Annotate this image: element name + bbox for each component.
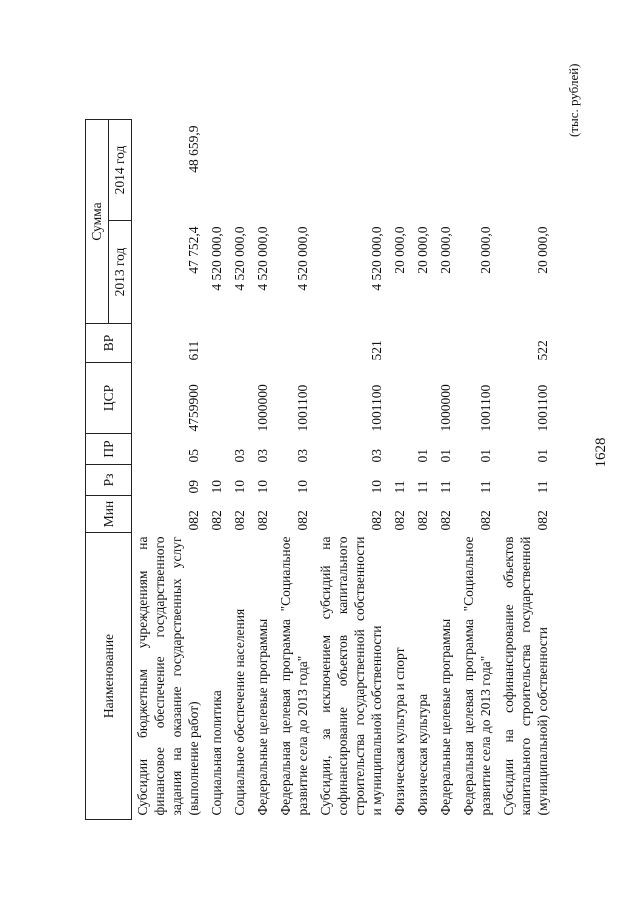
cell-min: 082 [295, 510, 310, 531]
cell-y2014 [315, 120, 389, 221]
cell-min: 082 [535, 510, 550, 531]
cell-name: Федеральная целевая программа "Социальное развитие села до 2013 года" [278, 536, 310, 816]
table-header [86, 120, 132, 820]
cell-y2014 [412, 120, 435, 221]
cell-csr: 1000000 [438, 384, 453, 432]
cell-y2014 [389, 120, 412, 221]
cell-y2013: 20 000,0 [438, 226, 453, 274]
cell-rz: 11 [478, 480, 493, 494]
cell-csr: 1001100 [295, 384, 310, 432]
header-2013: 2013 год [109, 221, 132, 324]
cell-rz: 10 [255, 480, 270, 494]
cell-rz: 11 [535, 480, 550, 494]
cell-pr: 01 [478, 449, 493, 463]
header-min: Мин [86, 496, 132, 533]
cell-y2014 [435, 120, 458, 221]
table-row [275, 120, 315, 820]
cell-pr: 05 [186, 449, 201, 463]
cell-csr: 1001100 [478, 384, 493, 432]
cell-pr: 01 [438, 449, 453, 463]
cell-csr [229, 363, 252, 434]
cell-vr: 611 [186, 340, 201, 361]
cell-y2013: 4 520 000,0 [369, 226, 384, 291]
cell-vr: 521 [369, 340, 384, 361]
cell-y2013: 20 000,0 [415, 226, 430, 274]
cell-csr: 1000000 [255, 384, 270, 432]
cell-vr [229, 324, 252, 363]
cell-y2013: 4 520 000,0 [232, 226, 247, 291]
cell-pr: 03 [369, 449, 384, 463]
cell-rz: 11 [392, 480, 407, 494]
cell-name: Федеральные целевые программы [255, 618, 270, 816]
cell-y2013: 4 520 000,0 [255, 226, 270, 291]
cell-rz: 10 [295, 480, 310, 494]
table-row [498, 120, 555, 820]
table-row [389, 120, 412, 820]
cell-y2014 [229, 120, 252, 221]
cell-rz: 10 [232, 480, 247, 494]
cell-csr [389, 363, 412, 434]
cell-rz: 09 [186, 480, 201, 494]
cell-vr [206, 324, 229, 363]
cell-pr: 01 [415, 449, 430, 463]
cell-rz: 11 [438, 480, 453, 494]
cell-vr [389, 324, 412, 363]
cell-vr [275, 324, 315, 363]
cell-min: 082 [369, 510, 384, 531]
cell-vr [458, 324, 498, 363]
cell-pr: 03 [295, 449, 310, 463]
cell-min: 082 [232, 510, 247, 531]
cell-csr [412, 363, 435, 434]
cell-y2013: 20 000,0 [478, 226, 493, 274]
header-2014: 2014 год [109, 120, 132, 221]
cell-y2014 [206, 120, 229, 221]
table-body [132, 120, 556, 820]
table-row [435, 120, 458, 820]
header-pr: ПР [86, 434, 132, 465]
cell-name: Социальное обеспечение населения [232, 608, 247, 816]
cell-name: Субсидии на софинансирование объектов капитального строительства государственной (муниципальной) собственности [501, 536, 550, 816]
cell-min: 082 [209, 510, 224, 531]
cell-min: 082 [438, 510, 453, 531]
cell-min: 082 [255, 510, 270, 531]
cell-name: Федеральные целевые программы [438, 618, 453, 816]
cell-y2014 [252, 120, 275, 221]
cell-vr [435, 324, 458, 363]
cell-csr: 4759900 [186, 384, 201, 432]
cell-pr: 03 [255, 449, 270, 463]
cell-y2014 [498, 120, 555, 221]
header-csr: ЦСР [86, 363, 132, 434]
cell-rz: 10 [209, 480, 224, 494]
table-row [458, 120, 498, 820]
header-vr: ВР [86, 324, 132, 363]
cell-vr [412, 324, 435, 363]
units-label: (тыс. рублей) [566, 63, 581, 137]
table-row [206, 120, 229, 820]
cell-y2013: 20 000,0 [535, 226, 550, 274]
header-rz: Рз [86, 465, 132, 496]
table-row [412, 120, 435, 820]
cell-y2014: 48 659,9 [186, 125, 201, 173]
cell-min: 082 [186, 510, 201, 531]
cell-rz: 11 [415, 480, 430, 494]
cell-csr: 1001100 [535, 384, 550, 432]
cell-name: Социальная политика [209, 690, 224, 816]
cell-min: 082 [415, 510, 430, 531]
cell-y2013: 20 000,0 [392, 226, 407, 274]
page-number: 1628 [593, 437, 609, 468]
header-sum: Сумма [86, 120, 109, 324]
cell-name: Федеральная целевая программа "Социальное развитие села до 2013 года" [461, 536, 493, 816]
cell-y2014 [458, 120, 498, 221]
cell-rz: 10 [369, 480, 384, 494]
cell-name: Субсидии, за исключением субсидий на софинансирование объектов капитального строительства государственной собственности и муниципальной собственности [318, 536, 384, 816]
cell-name: Физическая культура и спорт [392, 647, 407, 816]
cell-csr: 1001100 [369, 384, 384, 432]
table-row [229, 120, 252, 820]
table-row [315, 120, 389, 820]
table-row [132, 120, 207, 820]
cell-y2013: 4 520 000,0 [295, 226, 310, 291]
cell-pr [206, 434, 229, 465]
cell-pr: 03 [232, 449, 247, 463]
cell-y2013: 4 520 000,0 [209, 226, 224, 291]
cell-vr: 522 [535, 340, 550, 361]
budget-table [85, 119, 555, 820]
cell-vr [252, 324, 275, 363]
cell-pr [389, 434, 412, 465]
cell-min: 082 [392, 510, 407, 531]
cell-name: Физическая культура [415, 693, 430, 816]
table-row [252, 120, 275, 820]
cell-min: 082 [478, 510, 493, 531]
header-name: Наименование [86, 533, 132, 820]
cell-name: Субсидии бюджетным учреждениям на финансовое обеспечение государственного задания на оказание государственных услуг (выполнение работ) [135, 536, 201, 816]
cell-y2014 [275, 120, 315, 221]
cell-y2013: 47 752,4 [186, 226, 201, 274]
cell-pr: 01 [535, 449, 550, 463]
cell-csr [206, 363, 229, 434]
